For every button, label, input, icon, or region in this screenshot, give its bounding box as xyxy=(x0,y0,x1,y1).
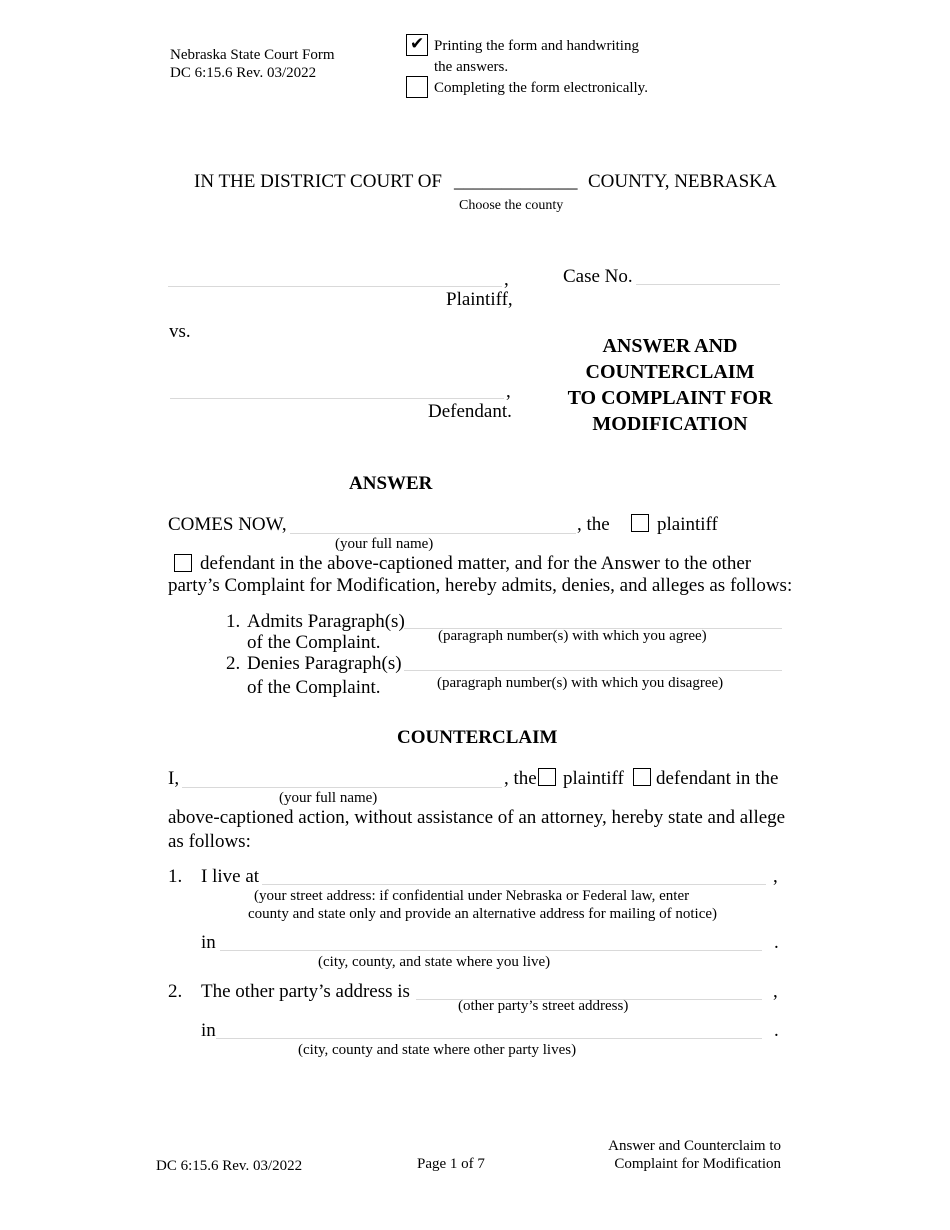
electronic-option-label: Completing the form electronically. xyxy=(434,80,648,96)
other-city-county-state-field[interactable] xyxy=(216,1018,762,1039)
answer-heading: ANSWER xyxy=(349,473,433,494)
deny-number: 2. xyxy=(226,653,241,674)
other-address-number: 2. xyxy=(168,981,183,1002)
other-street-address-hint: (other party’s street address) xyxy=(458,998,629,1014)
county-hint: Choose the county xyxy=(459,198,564,213)
counterclaim-the-label: , the xyxy=(504,768,537,789)
other-address-comma: , xyxy=(773,981,778,1002)
counterclaim-defendant-checkbox[interactable] xyxy=(633,768,651,786)
footer-title-line-1: Answer and Counterclaim to xyxy=(608,1138,781,1154)
electronic-option-checkbox[interactable] xyxy=(406,76,428,98)
deny-sub: of the Complaint. xyxy=(247,677,381,698)
case-number-label: Case No. xyxy=(563,266,633,287)
footer-title-line-2: Complaint for Modification xyxy=(614,1156,781,1172)
document-title-line: ANSWER AND xyxy=(602,335,738,357)
vs-label: vs. xyxy=(169,321,191,342)
live-in-label: in xyxy=(201,932,216,953)
street-address-hint-1: (your street address: if confidential under Nebraska or Federal law, enter xyxy=(254,888,690,904)
other-in-label: in xyxy=(201,1020,216,1041)
counterclaim-defendant-text: defendant in the xyxy=(656,768,779,789)
print-option-label-cont: the answers. xyxy=(434,59,509,75)
footer-page-number: Page 1 of 7 xyxy=(417,1156,485,1172)
city-county-state-field[interactable] xyxy=(220,930,762,951)
court-heading-left: IN THE DISTRICT COURT OF xyxy=(194,171,442,192)
answer-full-name-hint: (your full name) xyxy=(335,536,434,552)
document-title-line: COUNTERCLAIM xyxy=(585,361,755,383)
city-county-state-hint: (city, county, and state where you live) xyxy=(318,954,551,970)
answer-plaintiff-checkbox[interactable] xyxy=(631,514,649,532)
court-heading-right: COUNTY, NEBRASKA xyxy=(588,171,777,192)
counterclaim-i-label: I, xyxy=(168,768,180,789)
defendant-name-field[interactable] xyxy=(170,378,504,399)
answer-line-2: party’s Complaint for Modification, hereby admits, denies, and alleges as follows: xyxy=(168,575,793,596)
print-option-label: Printing the form and handwriting xyxy=(434,38,639,54)
counterclaim-line-3: as follows: xyxy=(168,831,251,852)
street-address-hint-2: county and state only and provide an alternative address for mailing of notice) xyxy=(248,906,718,922)
answer-defendant-text: defendant in the above-captioned matter, and for the Answer to the other xyxy=(200,553,752,574)
form-code: DC 6:15.6 Rev. 03/2022 xyxy=(170,65,317,81)
deny-label: Denies Paragraph(s) xyxy=(247,653,402,674)
counterclaim-plaintiff-checkbox[interactable] xyxy=(538,768,556,786)
admit-paragraphs-field[interactable] xyxy=(404,608,782,629)
document-title-line: TO COMPLAINT FOR xyxy=(567,387,773,409)
counterclaim-full-name-field[interactable] xyxy=(182,767,502,788)
form-name: Nebraska State Court Form xyxy=(170,47,335,63)
street-address-field[interactable] xyxy=(262,864,766,885)
plaintiff-name-field[interactable] xyxy=(168,266,502,287)
counterclaim-line-2: above-captioned action, without assistance of an attorney, hereby state and allege xyxy=(168,807,786,828)
county-select[interactable]: _____________ xyxy=(454,171,578,192)
answer-the-label: , the xyxy=(577,514,610,535)
admit-number: 1. xyxy=(226,611,241,632)
other-address-label: The other party’s address is xyxy=(201,981,410,1002)
other-city-county-state-hint: (city, county and state where other party lives) xyxy=(298,1042,577,1058)
counterclaim-heading: COUNTERCLAIM xyxy=(397,727,558,748)
document-title-line: MODIFICATION xyxy=(592,413,748,435)
checkmark-icon: ✔ xyxy=(410,34,425,54)
answer-defendant-checkbox[interactable] xyxy=(174,554,192,572)
case-number-field[interactable] xyxy=(636,264,780,285)
answer-full-name-field[interactable] xyxy=(290,513,576,534)
admit-sub: of the Complaint. xyxy=(247,632,381,653)
deny-hint: (paragraph number(s) with which you disagree) xyxy=(437,675,724,691)
answer-plaintiff-label: plaintiff xyxy=(657,514,718,535)
admit-label: Admits Paragraph(s) xyxy=(247,611,405,632)
counterclaim-full-name-hint: (your full name) xyxy=(279,790,378,806)
counterclaim-plaintiff-label: plaintiff xyxy=(563,768,624,789)
deny-paragraphs-field[interactable] xyxy=(404,650,782,671)
plaintiff-label: Plaintiff, xyxy=(446,289,513,310)
admit-hint: (paragraph number(s) with which you agree) xyxy=(438,628,707,644)
plaintiff-comma: , xyxy=(504,269,509,290)
document-title xyxy=(560,333,780,437)
live-at-label: I live at xyxy=(201,866,260,887)
comes-now-label: COMES NOW, xyxy=(168,514,287,535)
defendant-comma: , xyxy=(506,381,511,402)
footer-form-code: DC 6:15.6 Rev. 03/2022 xyxy=(156,1158,303,1174)
other-in-period: . xyxy=(774,1020,779,1041)
live-at-comma: , xyxy=(773,866,778,887)
live-in-period: . xyxy=(774,932,779,953)
defendant-label: Defendant. xyxy=(428,401,512,422)
live-at-number: 1. xyxy=(168,866,183,887)
print-option-checkbox[interactable] xyxy=(406,34,428,56)
